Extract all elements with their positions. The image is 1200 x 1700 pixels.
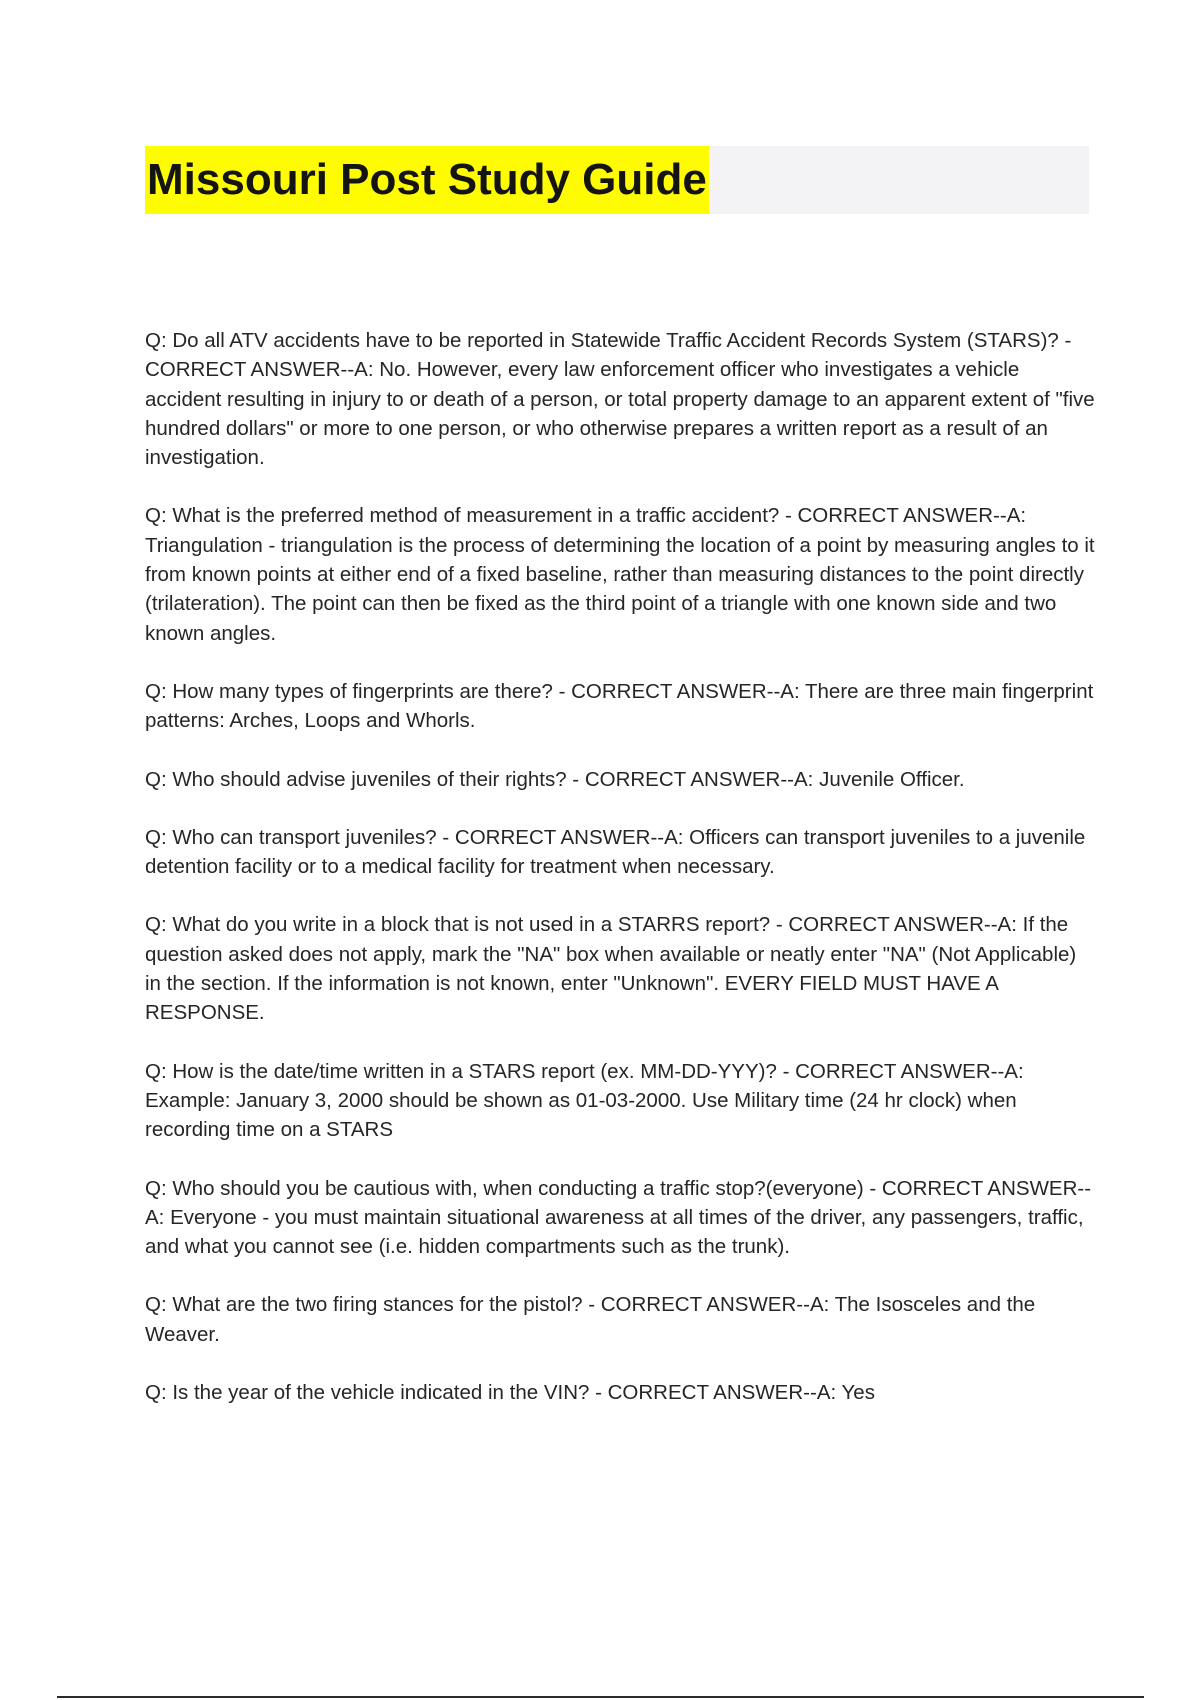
qa-entry-10: Q: Is the year of the vehicle indicated in the VIN? - CORRECT ANSWER--A: Yes: [145, 1381, 875, 1405]
page-title: Missouri Post Study Guide: [145, 146, 709, 214]
qa-entry-4: Q: Who should advise juveniles of their rights? - CORRECT ANSWER--A: Juvenile Officer.: [145, 767, 965, 791]
qa-entry-8: Q: Who should you be cautious with, when conducting a traffic stop?(everyone) - CORRECT ANSWER--A: Everyone - you must maintain situational awareness at all times of the driver, any passengers, traffic, and what you cannot see (i.e. hidden compartments such as the trunk).: [145, 1176, 1092, 1259]
qa-entry-7: Q: How is the date/time written in a STARS report (ex. MM-DD-YYY)? - CORRECT ANSWER--A: Example: January 3, 2000 should be shown as 01-03-2000. Use Military time (24 hr clock) when recording time on a STARS: [145, 1059, 1024, 1142]
qa-entry-9: Q: What are the two firing stances for the pistol? - CORRECT ANSWER--A: The Isosceles and the Weaver.: [145, 1293, 1036, 1346]
footer-divider: [57, 1696, 1144, 1698]
qa-entry-1: Q: Do all ATV accidents have to be reported in Statewide Traffic Accident Records System (STARS)? - CORRECT ANSWER--A: No. However, every law enforcement officer who investigates a vehicle accident resulting in injury to or death of a person, or total property damage to an apparent extent of "five hundred dollars" or more to one person, or who otherwise prepares a written report as a result of an investigation.: [145, 329, 1095, 470]
qa-entry-3: Q: How many types of fingerprints are there? - CORRECT ANSWER--A: There are three main fingerprint patterns: Arches, Loops and Whorls.: [145, 679, 1094, 733]
title-band: [145, 146, 1089, 214]
qa-entry-6: Q: What do you write in a block that is not used in a STARRS report? - CORRECT ANSWER--A: If the question asked does not apply, mark the "NA" box when available or neatly enter "NA" (Not Applicable) in the section. If the information is not known, enter "Unknown". EVERY FIELD MUST HAVE A RESPONSE.: [145, 913, 1077, 1025]
qa-entry-5: Q: Who can transport juveniles? - CORRECT ANSWER--A: Officers can transport juveniles to a juvenile detention facility or to a medical facility for treatment when necessary.: [145, 825, 1086, 879]
qa-list: [145, 326, 1095, 1436]
qa-entry-2: Q: What is the preferred method of measurement in a traffic accident? - CORRECT ANSWER--A: Triangulation - triangulation is the process of determining the location of a point by measuring angles to it from known points at either end of a fixed baseline, rather than measuring distances to the point directly (trilateration). The point can then be fixed as the third point of a triangle with one known side and two known angles.: [145, 504, 1095, 645]
